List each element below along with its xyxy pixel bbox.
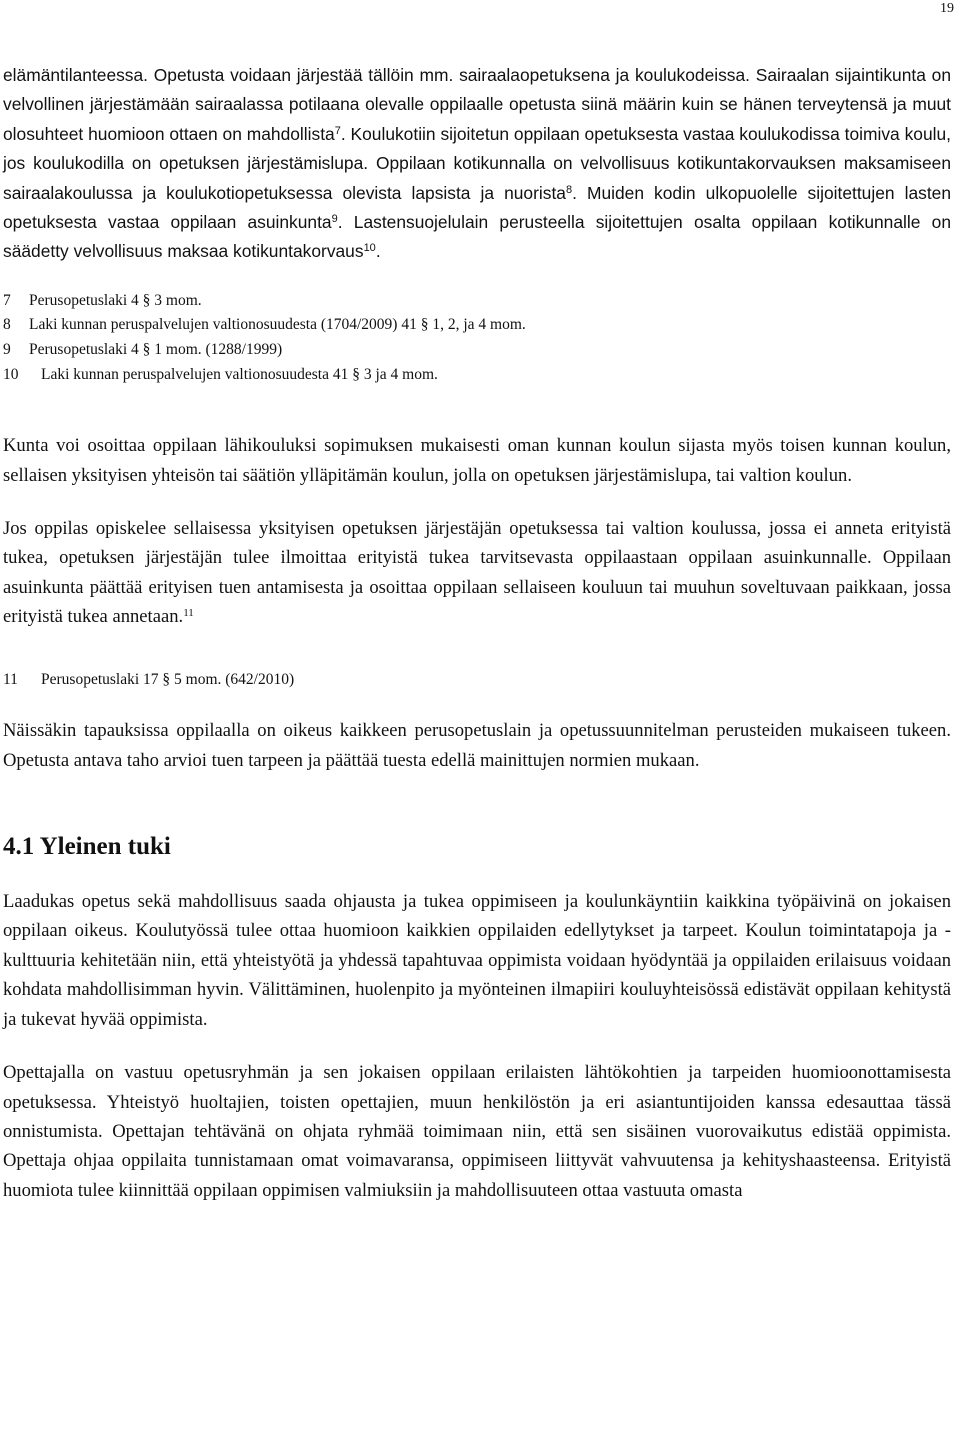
footnote-item [3, 363, 951, 388]
paragraph-general-support: Laadukas opetus sekä mahdollisuus saada ohjausta ja tukea oppimiseen ja koulunkäyntiin kaikkina työpäivinä on jokaisen oppilaan oikeus. Koulutyössä tulee ottaa huomioon kaikkien oppilaiden edellytykset ja tarpeet. Koulun toimintatapoja ja -kulttuuria kehitetään niin, että yhteistyötä ja yhdessä tapahtuvaa oppimista voidaan hyödyntää ja oppilaiden erilaisuus voidaan kohdata mahdollisimman hyvin. Välittäminen, huolenpito ja myönteinen ilmapiiri kouluyhteisössä edistävät oppilaan kehitystä ja tukevat hyvää oppimista. [3, 891, 951, 1030]
paragraph-text: . Lastensuojelulain perusteella sijoitettujen osalta oppilaan kotikunnalle on säädetty velvollisuus maksaa kotikuntakorvaus [3, 212, 952, 262]
paragraph-right-to-support: Näissäkin tapauksissa oppilaalla on oikeus kaikkeen perusopetuslain ja opetussuunnitelman perusteiden mukaiseen tukeen. Opetusta antava taho arvioi tuen tarpeen ja päättää tuesta edellä mainittujen normien mukaan. [3, 720, 951, 771]
footnote-number: 10 [3, 365, 19, 383]
footnote-text: Laki kunnan peruspalvelujen valtionosuudesta (1704/2009) 41 § 1, 2, ja 4 mom. [29, 316, 526, 334]
paragraph-text: . Muiden kodin ulkopuolelle sijoitettujen lasten opetuksesta vastaa oppilaan asuinkunta [3, 182, 951, 233]
section-heading: 4.1 Yleinen tuki [3, 833, 171, 861]
footnote-number: 11 [3, 670, 18, 688]
footnote-item [3, 338, 951, 363]
footnote-list [3, 668, 951, 693]
paragraph-text: elämäntilanteessa. Opetusta voidaan järjestää tällöin mm. sairaalaopetuksena ja koulukodeissa. Sairaalan sijaintikunta on velvollinen järjestämään sairaalassa potilaana olevalle oppilaalle opetusta siinä määrin kuin se hänen terveytensä ja muut olosuhteet huomioon ottaen on mahdollista [3, 65, 951, 144]
footnote-item [3, 668, 951, 693]
paragraph-teacher-responsibility: Opettajalla on vastuu opetusryhmän ja sen jokaisen oppilaan erilaisten lähtökohtien ja tarpeiden huomioonottamisesta opetuksessa. Yhteistyö huoltajien, toisten opettajien, muun henkilöstön ja eri asiantuntijoiden kanssa edesauttaa tässä onnistumista. Opettajan tehtävänä on ohjata ryhmää toimimaan niin, että sen sisäinen vuorovaikutus edistää oppimista. Opettaja ohjaa oppilaita tunnistamaan omat voimavaransa, oppimiseen liittyvät vahvuutensa ja kehityshaasteensa. Erityistä huomiota tulee kiinnittää oppilaan oppimisen valmiuksiin ja mahdollisuuteen ottaa vastuuta omasta [3, 1062, 951, 1201]
footnote-text: Perusopetuslaki 17 § 5 mom. (642/2010) [41, 670, 295, 688]
footnote-ref: 8 [565, 183, 573, 196]
document-body [3, 61, 951, 1205]
footnote-ref: 7 [334, 124, 341, 137]
footnote-number: 9 [3, 341, 11, 359]
footnote-number: 8 [3, 316, 11, 334]
footnote-text: Perusopetuslaki 4 § 1 mom. (1288/1999) [29, 341, 283, 359]
page-number: 19 [940, 1, 954, 16]
paragraph-neighbourhood-school: Kunta voi osoittaa oppilaan lähikouluksi sopimuksen mukaisesti oman kunnan koulun sijasta myös toisen kunnan koulun, sellaisen yksityisen yhteisön tai säätiön ylläpitämän koulun, jolla on opetuksen järjestämislupa, tai valtion koulun. [3, 435, 951, 486]
footnote-ref: 11 [183, 607, 194, 620]
footnote-text: Laki kunnan peruspalvelujen valtionosuudesta 41 § 3 ja 4 mom. [41, 365, 438, 383]
footnote-list [3, 289, 951, 387]
paragraph-text: . [375, 241, 381, 262]
paragraph-hospital-teaching [3, 61, 951, 267]
footnote-item [3, 289, 951, 314]
paragraph-text: . Koulukotiin sijoitetun oppilaan opetuksesta vastaa koulukodissa toimiva koulu, jos koulukodilla on opetuksen järjestämislupa. Oppilaan kotikunnalla on velvollisuus kotikuntakorvauksen maksamiseen sairaalakoulussa ja koulukotiopetuksessa olevista lapsista ja nuorista [3, 123, 951, 203]
footnote-ref: 9 [331, 213, 338, 226]
paragraph-text: Jos oppilas opiskelee sellaisessa yksityisen opetuksen järjestäjän opetuksessa tai valtion koulussa, jossa ei anneta erityistä tukea, opetuksen järjestäjän tulee ilmoittaa erityistä tukea tarvitsevasta oppilaastaan oppilaan asuinkunnalle. Oppilaan asuinkunta päättää erityisen tuen antamisesta ja osoittaa oppilaan sellaiseen kouluun tai muuhun soveltuvaan paikkaan, jossa erityistä tukea annetaan. [3, 518, 951, 628]
paragraph-private-provider [3, 514, 951, 632]
footnote-number: 7 [3, 291, 11, 309]
footnote-item [3, 313, 951, 338]
footnote-ref: 10 [363, 242, 376, 255]
footnote-text: Perusopetuslaki 4 § 3 mom. [29, 291, 202, 309]
